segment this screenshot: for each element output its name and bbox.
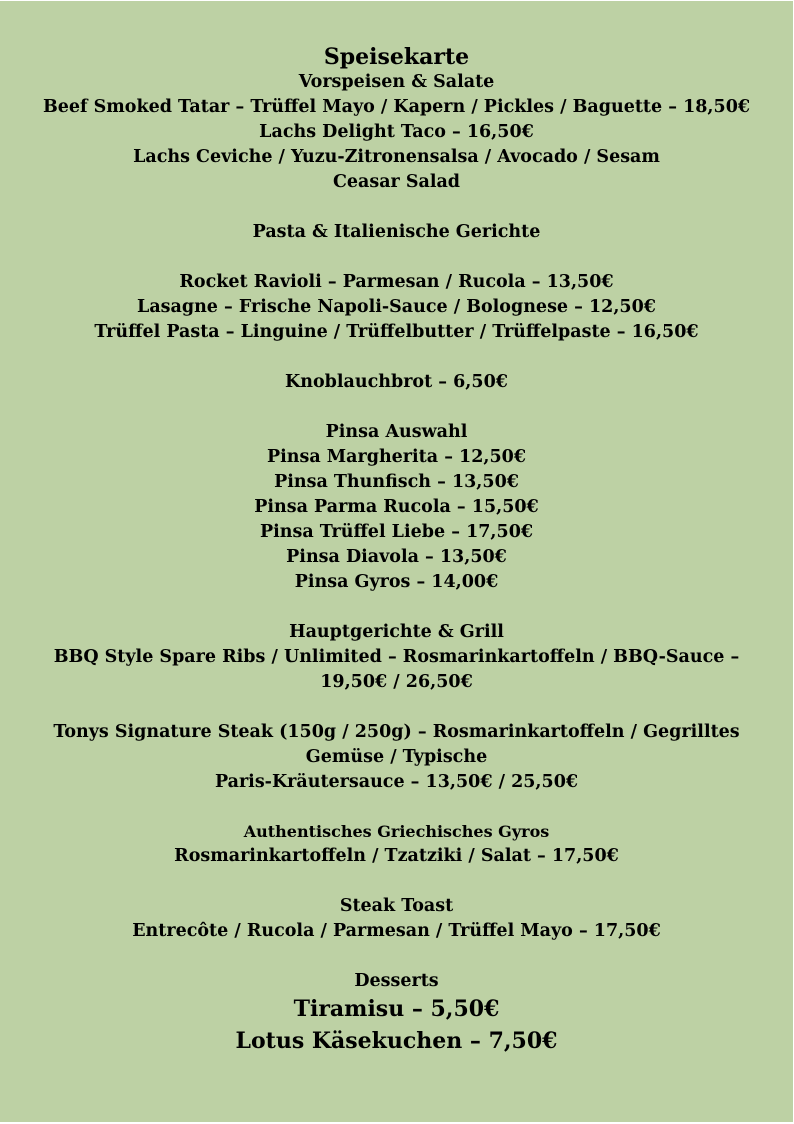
menu-item-gyros-desc: Rosmarinkartoffeln / Tzatziki / Salat – 17,50€ (174, 846, 619, 866)
menu-item-trueffel-pasta: Trüffel Pasta – Linguine / Trüffelbutter / Trüffelpaste – 16,50€ (94, 322, 699, 342)
menu-item-pinsa-gyros: Pinsa Gyros – 14,00€ (294, 572, 499, 592)
menu-item-beef-tatar: Beef Smoked Tatar – Trüffel Mayo / Kapern / Pickles / Baguette – 18,50€ (42, 97, 751, 117)
menu-item-steak-line1: Tonys Signature Steak (150g / 250g) – Rosmarinkartoffeln / Gegrilltes (53, 722, 740, 742)
menu-item-pinsa-thunfisch: Pinsa Thunfisch – 13,50€ (274, 472, 519, 492)
section-heading-pasta: Pasta & Italienische Gerichte (252, 222, 541, 242)
menu-item-pinsa-parma-rucola: Pinsa Parma Rucola – 15,50€ (254, 497, 539, 517)
menu-item-gyros-title: Authentisches Griechisches Gyros (243, 822, 550, 841)
menu-item-steak-toast-title: Steak Toast (339, 896, 454, 916)
menu-item-lasagne: Lasagne – Frische Napoli-Sauce / Bolognese – 12,50€ (137, 297, 656, 317)
menu-item-pinsa-trueffel-liebe: Pinsa Trüffel Liebe – 17,50€ (259, 522, 534, 542)
menu-item-lotus-kaesekuchen: Lotus Käsekuchen – 7,50€ (235, 1027, 558, 1054)
menu-item-lachs-taco: Lachs Delight Taco – 16,50€ (259, 122, 534, 142)
menu-item-caesar-salad: Ceasar Salad (332, 172, 461, 192)
menu-item-knoblauchbrot: Knoblauchbrot – 6,50€ (285, 372, 508, 392)
section-heading-mains: Hauptgerichte & Grill (289, 622, 504, 642)
section-heading-pinsa: Pinsa Auswahl (325, 422, 468, 442)
menu-item-rocket-ravioli: Rocket Ravioli – Parmesan / Rucola – 13,50€ (179, 272, 614, 292)
section-heading-starters: Vorspeisen & Salate (298, 72, 495, 92)
section-heading-desserts: Desserts (354, 971, 439, 991)
menu-item-pinsa-diavola: Pinsa Diavola – 13,50€ (286, 547, 507, 567)
menu-item-tiramisu: Tiramisu – 5,50€ (293, 996, 500, 1022)
menu-title: Speisekarte (323, 44, 470, 70)
menu-item-steak-toast-desc: Entrecôte / Rucola / Parmesan / Trüffel Mayo – 17,50€ (132, 921, 661, 941)
menu-content (0, 44, 793, 1057)
menu-item-steak-line2: Gemüse / Typische (305, 747, 488, 767)
menu-item-spare-ribs-line2: 19,50€ / 26,50€ (320, 672, 473, 692)
menu-item-steak-line3: Paris-Kräutersauce – 13,50€ / 25,50€ (214, 772, 579, 792)
menu-item-spare-ribs-line1: BBQ Style Spare Ribs / Unlimited – Rosmarinkartoffeln / BBQ-Sauce – (53, 647, 740, 667)
menu-item-pinsa-margherita: Pinsa Margherita – 12,50€ (266, 447, 527, 467)
menu-page (0, 1, 793, 1122)
menu-item-lachs-ceviche: Lachs Ceviche / Yuzu-Zitronensalsa / Avocado / Sesam (133, 147, 660, 167)
